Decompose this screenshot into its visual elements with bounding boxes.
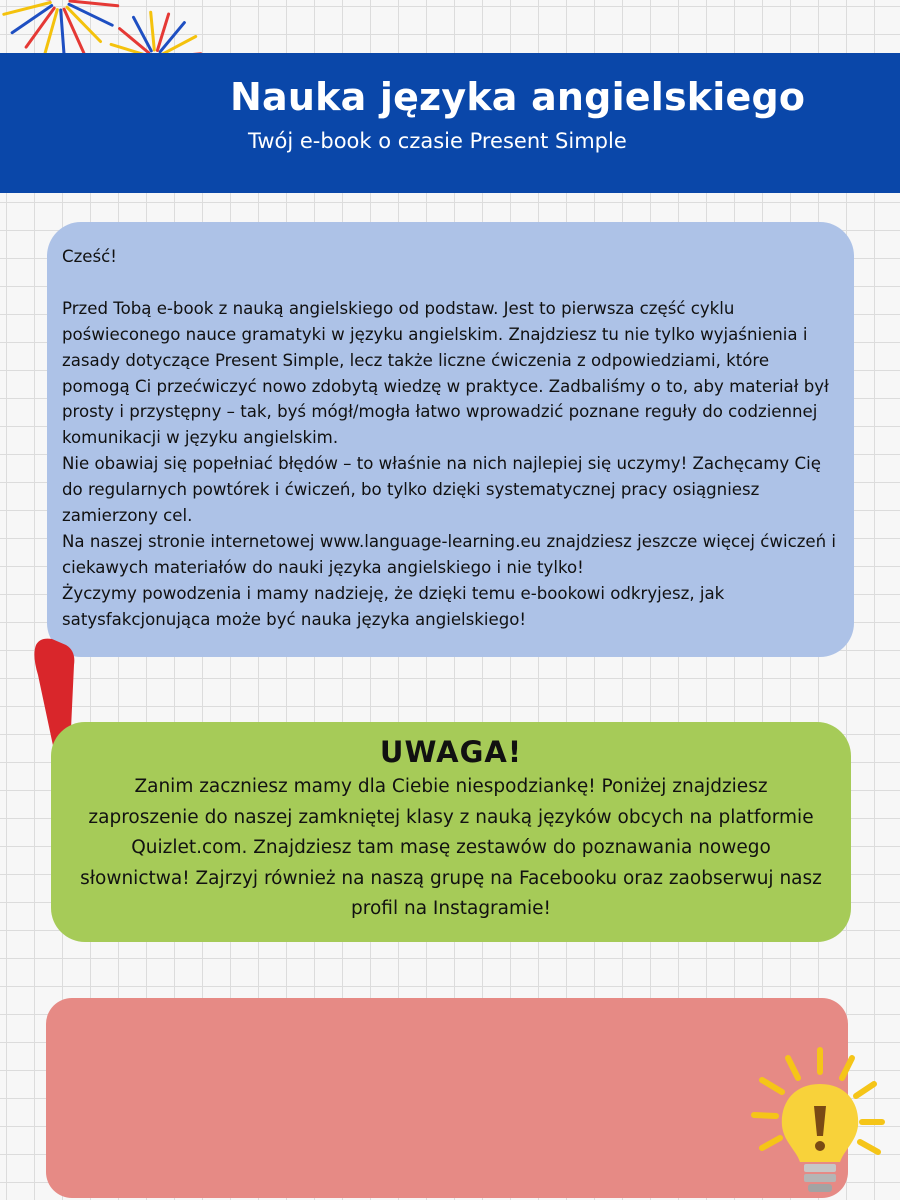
intro-paragraph: Życzymy powodzenia i mamy nadzieję, że dzięki temu e-bookowi odkryjesz, jak satysfakcjonująca może być nauka języka angielskiego! (62, 583, 725, 629)
empty-panel (46, 998, 848, 1198)
intro-panel (47, 222, 854, 657)
page-title: Nauka języka angielskiego (230, 75, 806, 119)
warning-title: UWAGA! (379, 735, 523, 769)
warning-text: Zanim zaczniesz mamy dla Ciebie niespodziankę! Poniżej znajdziesz zaproszenie do naszej zamkniętej klasy z nauką języków obcych na platformie Quizlet.com. Znajdziesz tam masę zestawów do poznawania nowego słownictwa! Zajrzyj również na naszą grupę na Facebooku oraz zaobserwuj nasz profil na Instagramie! (80, 776, 822, 919)
lightbulb-icon (748, 1040, 898, 1198)
intro-paragraph: Na naszej stronie internetowej www.language-learning.eu znajdziesz jeszcze więcej ćwiczeń i ciekawych materiałów do nauki języka angielskiego i nie tylko! (62, 531, 837, 577)
header-banner (0, 53, 900, 193)
warning-panel (51, 722, 851, 942)
intro-paragraph: Nie obawiaj się popełniać błędów – to właśnie na nich najlepiej się uczymy! Zachęcamy Cię do regularnych powtórek i ćwiczeń, bo tylko dzięki systematycznej pracy osiągniesz zamierzony cel. (62, 454, 821, 526)
intro-paragraph: Przed Tobą e-book z nauką angielskiego od podstaw. Jest to pierwsza część cyklu poświeconego nauce gramatyki w języku angielskim. Znajdziesz tu nie tylko wyjaśnienia i zasady dotyczące Present Simple, lecz także liczne ćwiczenia z odpowiedziami, które pomogą Ci przećwiczyć nowo zdobytą wiedzę w praktyce. Zadbaliśmy o to, aby materiał był prosty i przystępny – tak, byś mógł/mogła łatwo wprowadzić poznane reguły do codziennej komunikacji w języku angielskim. (62, 298, 829, 448)
intro-greeting: Cześć! (62, 247, 117, 266)
page-subtitle: Twój e-book o czasie Present Simple (248, 129, 627, 153)
spacer (62, 270, 838, 296)
